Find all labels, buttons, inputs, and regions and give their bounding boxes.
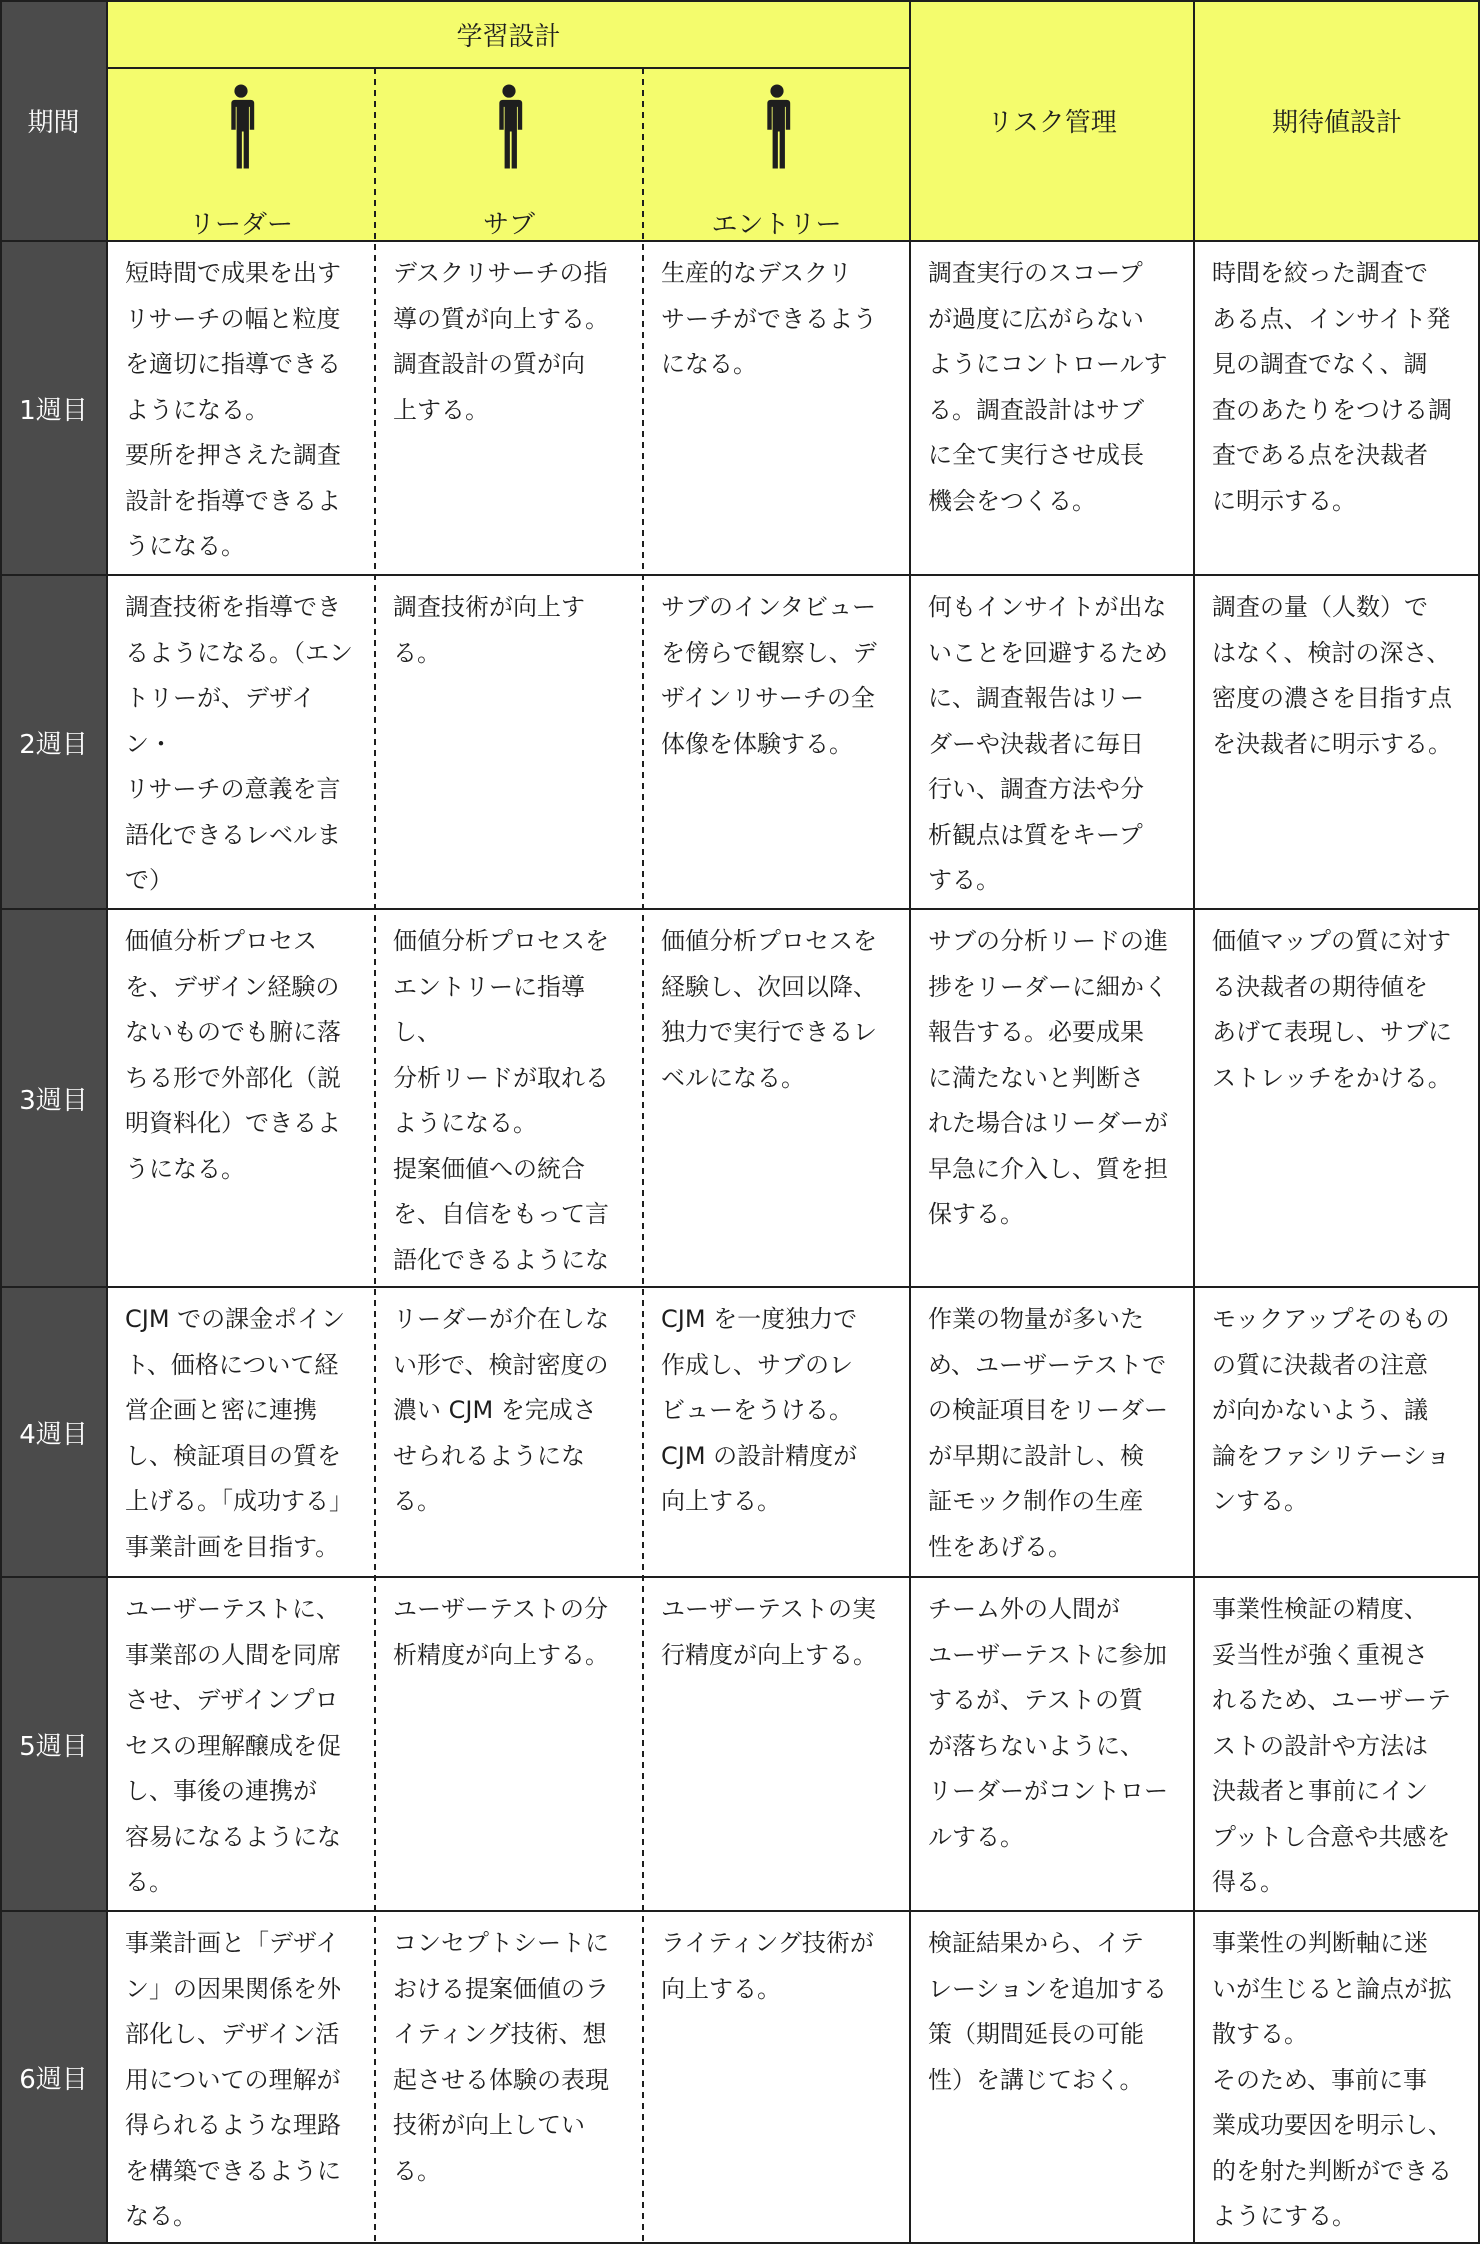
risk-cell: 検証結果から、イテ レーションを追加する 策（期間延長の可能 性）を講じておく。: [928, 1929, 1168, 2094]
leader-cell: 調査技術を指導でき るようになる。（エン トリーが、デザイン・ リサーチの意義を言 語化できるレベルま で）: [125, 593, 353, 894]
leader-cell: 短時間で成果を出す リサーチの幅と粒度 を適切に指導できる ようになる。 要所を押さえた調査 設計を指導できるよ うになる。: [125, 259, 341, 560]
entry-cell: サブのインタビュー を傍らで観察し、デ ザインリサーチの全 体像を体験する。: [661, 593, 877, 758]
sub-cell: リーダーが介在しな い形で、検討密度の 濃い CJM を完成さ せられるようになる。: [393, 1305, 609, 1515]
period-cell: 5週目: [0, 1577, 107, 1911]
expect-header: [1194, 0, 1480, 241]
role-entry-label: エントリー: [711, 210, 842, 240]
leader-cell: ユーザーテストに、 事業部の人間を同席 させ、デザインプロ セスの理解醸成を促 し、事後の連携が 容易になるようにな る。: [125, 1595, 341, 1896]
period-cell: 4週目: [0, 1287, 107, 1577]
period-cell: 2週目: [0, 575, 107, 909]
sub-cell: デスクリサーチの指 導の質が向上する。 調査設計の質が向 上する。: [393, 259, 609, 424]
sub-cell: 調査技術が向上す る。: [393, 593, 585, 667]
entry-cell: ユーザーテストの実 行精度が向上する。: [661, 1595, 877, 1669]
person-icon: [221, 84, 261, 172]
entry-cell: CJM を一度独力で 作成し、サブのレ ビューをうける。 CJM の設計精度が 向上する。: [661, 1305, 858, 1515]
period-header-label: 期間: [27, 108, 80, 138]
expect-cell: 事業性の判断軸に迷 いが生じると論点が拡 散する。 そのため、事前に事 業成功要因を明示し、 的を射た判断ができる ようにする。: [1212, 1929, 1452, 2230]
entry-cell: 価値分析プロセスを 経験し、次回以降、 独力で実行できるレ ベルになる。: [661, 927, 877, 1092]
risk-header-label: リスク管理: [987, 108, 1117, 138]
period-cell: 6週目: [0, 1911, 107, 2244]
period-header: [0, 0, 107, 241]
period-cell: 3週目: [0, 909, 107, 1287]
risk-cell: 何もインサイトが出な いことを回避するため に、調査報告はリー ダーや決裁者に毎日 行い、調査方法や分 析観点は質をキープ する。: [928, 593, 1168, 894]
leader-cell: CJM での課金ポイン ト、価格について経 営企画と密に連携 し、検証項目の質を 上げる。「成功する」 事業計画を目指す。: [125, 1305, 353, 1561]
sub-cell: 価値分析プロセスを エントリーに指導し、 分析リードが取れる ようになる。 提案価値への統合 を、自信をもって言 語化できるようにな: [393, 927, 609, 1274]
expect-cell: モックアップそのもの の質に決裁者の注意 が向かないよう、議 論をファシリテーショ ンする。: [1212, 1305, 1451, 1515]
entry-cell: ライティング技術が 向上する。: [661, 1929, 874, 2003]
role-sub-label: サブ: [482, 210, 535, 240]
role-sub-header: [375, 68, 643, 241]
risk-header: [910, 0, 1194, 241]
person-icon: [489, 84, 529, 172]
leader-cell: 事業計画と「デザイ ン」の因果関係を外 部化し、デザイン活 用についての理解が 得られるような理路 を構築できるように なる。: [125, 1929, 341, 2230]
person-icon: [757, 84, 797, 172]
entry-cell: 生産的なデスクリ サーチができるよう になる。: [661, 259, 877, 378]
leader-cell: 価値分析プロセス を、デザイン経験の ないものでも腑に落 ちる形で外部化（説 明資料化）できるよ うになる。: [125, 927, 341, 1183]
sub-cell: ユーザーテストの分 析精度が向上する。: [393, 1595, 609, 1669]
risk-cell: 作業の物量が多いた め、ユーザーテストで の検証項目をリーダー が早期に設計し、検 証モック制作の生産 性をあげる。: [928, 1305, 1168, 1561]
expect-header-label: 期待値設計: [1271, 108, 1402, 138]
learning-design-label: 学習設計: [456, 21, 561, 52]
expect-cell: 事業性検証の精度、 妥当性が強く重視さ れるため、ユーザーテ ストの設計や方法は 決裁者と事前にイン プットし合意や共感を 得る。: [1212, 1595, 1452, 1896]
role-leader-header: [107, 68, 375, 241]
risk-cell: チーム外の人間が ユーザーテストに参加 するが、テストの質 が落ちないように、 リーダーがコントロー ルする。: [928, 1595, 1168, 1851]
risk-cell: 調査実行のスコープ が過度に広がらない ようにコントロールす る。調査設計はサブ に全て実行させ成長 機会をつくる。: [928, 259, 1168, 515]
sub-cell: コンセプトシートに おける提案価値のラ イティング技術、想 起させる体験の表現 技術が向上している。: [393, 1929, 609, 2185]
expect-cell: 時間を絞った調査で ある点、インサイト発 見の調査でなく、調 査のあたりをつける調 査である点を決裁者 に明示する。: [1212, 259, 1452, 515]
role-leader-label: リーダー: [188, 210, 293, 240]
risk-cell: サブの分析リードの進 捗をリーダーに細かく 報告する。必要成果 に満たないと判断さ れた場合はリーダーが 早急に介入し、質を担 保する。: [928, 927, 1168, 1228]
expect-cell: 調査の量（人数）で はなく、検討の深さ、 密度の濃さを目指す点 を決裁者に明示する。: [1212, 593, 1452, 758]
learning-design-header: [107, 0, 910, 68]
period-cell: 1週目: [0, 241, 107, 575]
role-entry-header: [643, 68, 910, 241]
expect-cell: 価値マップの質に対す る決裁者の期待値を あげて表現し、サブに ストレッチをかける。: [1212, 927, 1452, 1092]
